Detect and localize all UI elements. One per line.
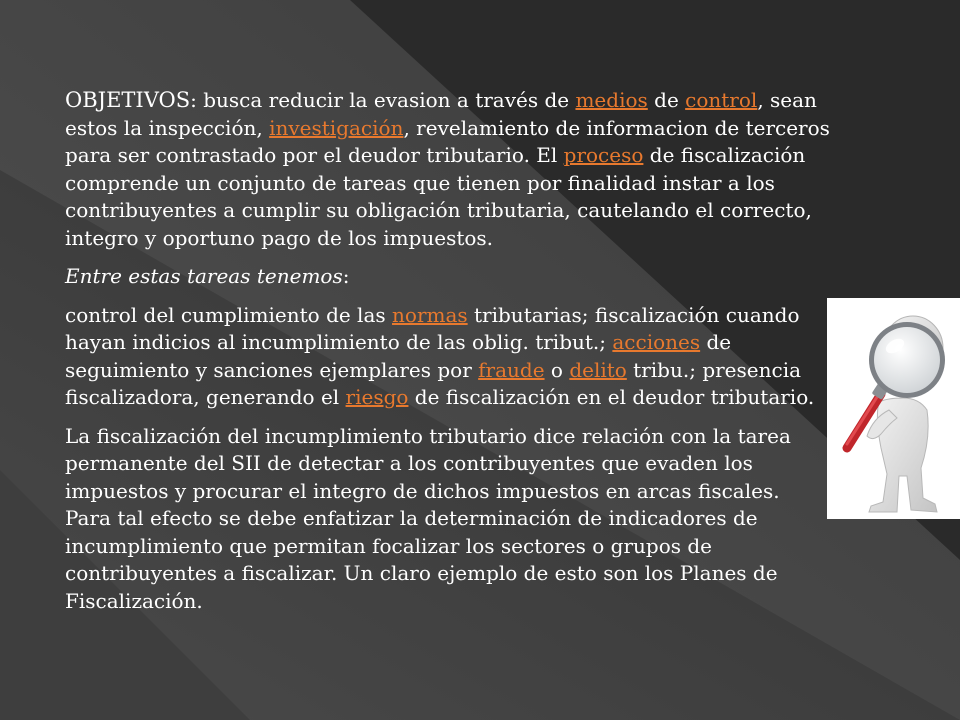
objectives-text-3: , sean estos la inspección, xyxy=(65,88,817,140)
tasks-intro-paragraph xyxy=(65,263,855,291)
link-proceso[interactable]: proceso xyxy=(563,143,644,167)
link-medios[interactable]: medios xyxy=(575,88,648,112)
figure-with-magnifying-glass-icon xyxy=(827,298,960,519)
fiscalization-paragraph: La fiscalización del incumplimiento tributario dice relación con la tarea permanente del SII de detectar a los contribuyentes que evaden los impuestos y procurar el integro de dichos impuestos en arcas fiscales. Para tal efecto se debe enfatizar la determinación de indicadores de incumplimiento que permitan focalizar los sectores o grupos de contribuyentes a fiscalizar. Un claro ejemplo de esto son los Planes de Fiscalización. xyxy=(65,423,791,613)
link-acciones[interactable]: acciones xyxy=(612,330,701,354)
magnifier-figure-image xyxy=(827,298,960,519)
tasks-text-1: control del cumplimiento de las xyxy=(65,302,393,327)
link-normas[interactable]: normas xyxy=(392,302,468,327)
objectives-text-1: : busca reducir la evasion a través de xyxy=(190,88,576,112)
link-investigacion[interactable]: investigación xyxy=(269,115,404,140)
tasks-intro: Entre estas tareas tenemos xyxy=(65,264,343,288)
tasks-text-2: tributarias; fiscalización cuando hayan indicios al incumplimiento de las oblig. tribut.; xyxy=(65,302,800,354)
tasks-text-4: o xyxy=(544,357,570,382)
objectives-text-4: , revelamiento de informacion de terceros para ser contrastado por el deudor tributario. El xyxy=(65,115,830,167)
objectives-text-2: de xyxy=(647,88,686,112)
objectives-text-5: de fiscalización comprende un conjunto de tareas que tienen por finalidad instar a los contribuyentes a cumplir su obligación tributaria, cautelando el correcto, integro y oportuno pago de los impuestos. xyxy=(65,143,812,250)
tasks-text-5: tribu.; presencia fiscalizadora, generando el xyxy=(65,357,802,409)
tasks-text-6: de fiscalización en el deudor tributario. xyxy=(408,385,815,409)
tasks-intro-colon: : xyxy=(342,264,350,288)
link-delito[interactable]: delito xyxy=(569,357,627,382)
link-fraude[interactable]: fraude xyxy=(478,357,545,382)
link-control[interactable]: control xyxy=(685,88,758,112)
slide-body-text xyxy=(65,87,855,626)
tasks-paragraph xyxy=(65,302,835,412)
tasks-text-3: de seguimiento y sanciones ejemplares por xyxy=(65,330,732,382)
objectives-heading: OBJETIVOS xyxy=(65,88,191,112)
objectives-paragraph xyxy=(65,87,855,252)
link-riesgo[interactable]: riesgo xyxy=(345,385,409,409)
